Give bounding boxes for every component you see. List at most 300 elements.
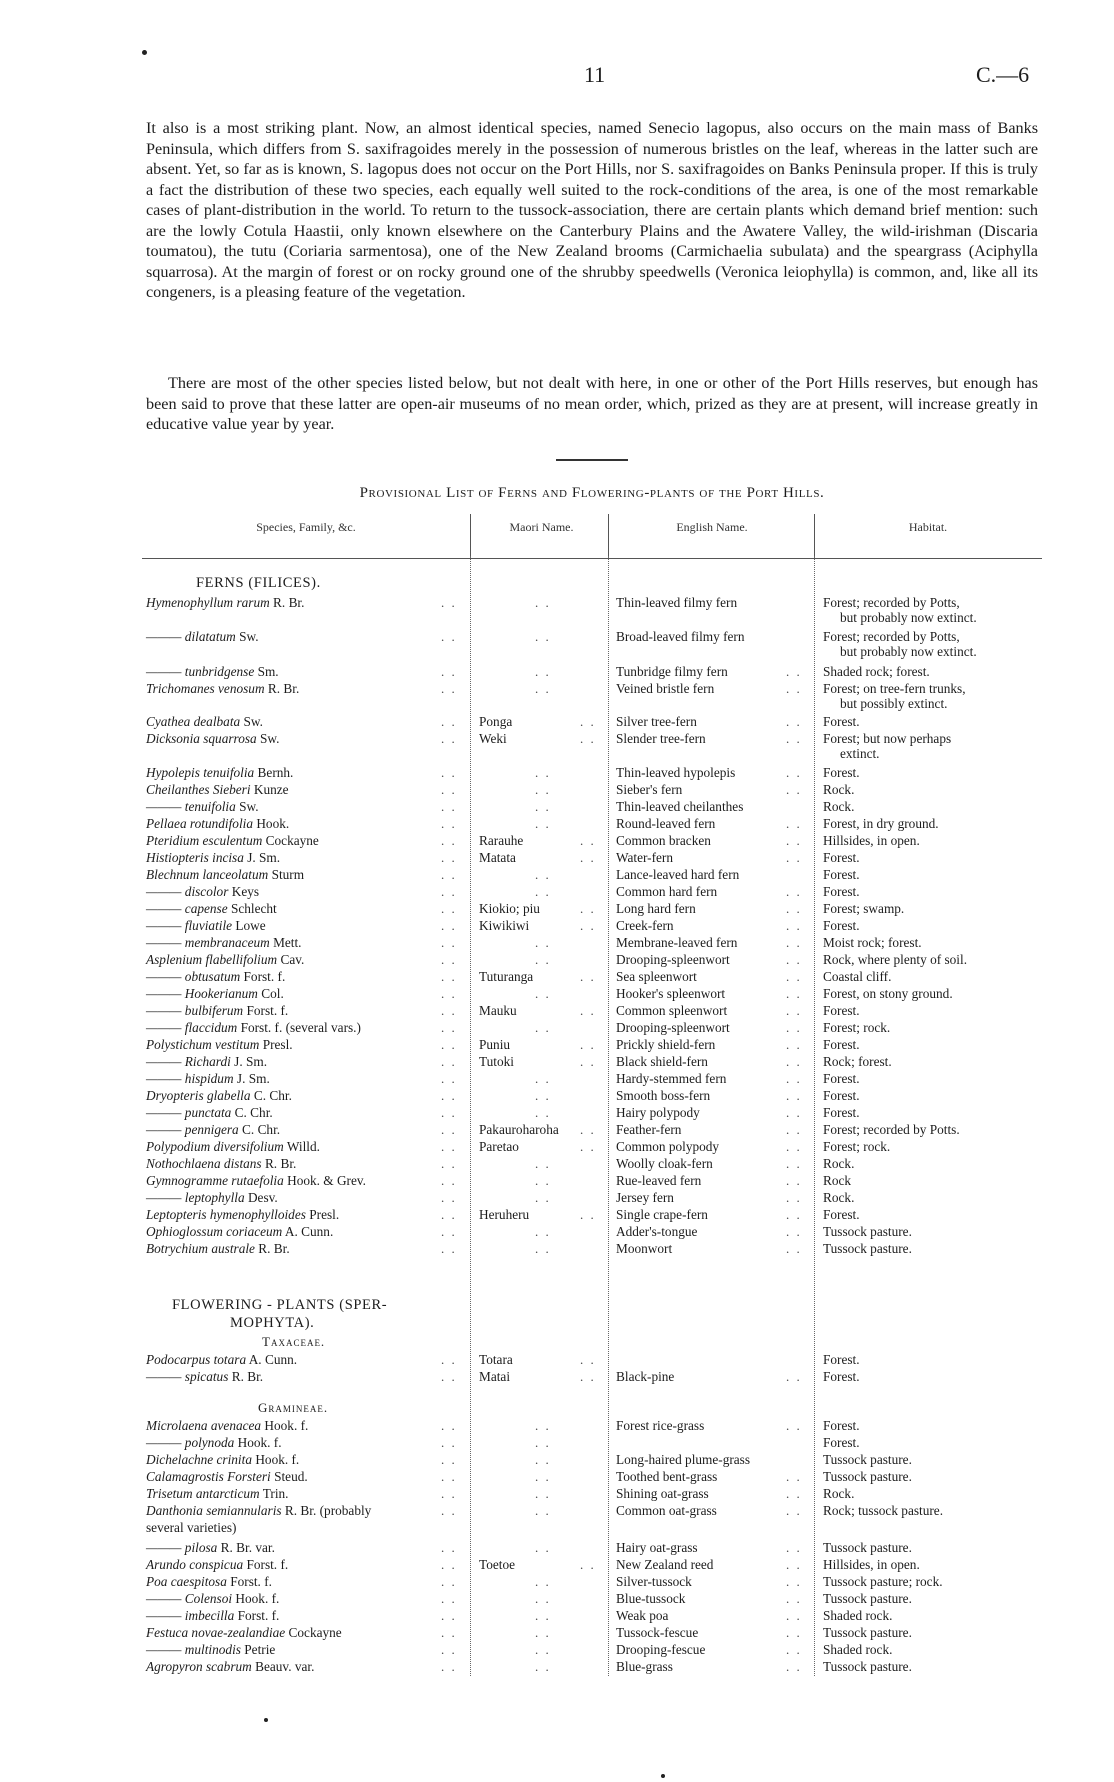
species-name: ——— tunbridgense — [146, 664, 255, 679]
english-name: Lance-leaved hard fern — [616, 867, 740, 882]
english-name: Shining oat-grass — [616, 1486, 709, 1501]
species-cell — [146, 833, 319, 849]
english-name: Woolly cloak-fern — [616, 1156, 713, 1171]
habitat: Forest. — [823, 918, 860, 933]
col-divider — [608, 514, 609, 556]
table-row — [0, 1574, 1114, 1591]
habitat: Rock; tussock pasture. — [823, 1503, 944, 1518]
english-name: Water-fern — [616, 850, 673, 865]
leader-dots: . . — [580, 1054, 596, 1069]
species-name: Histiopteris incisa — [146, 850, 244, 865]
species-name: ——— imbecilla — [146, 1608, 235, 1623]
english-name: Smooth boss-fern — [616, 1088, 711, 1103]
maori-name: Pakauroharoha — [479, 1122, 559, 1137]
species-authority: R. Br. (probably — [284, 1503, 372, 1518]
table-row — [0, 1207, 1114, 1224]
habitat: Forest. — [823, 1003, 860, 1018]
species-cell — [146, 765, 293, 781]
english-name: Hairy polypody — [616, 1105, 700, 1120]
col-header-maori: Maori Name. — [509, 520, 574, 534]
table-row — [0, 1520, 1114, 1537]
english-name: Common hard fern — [616, 884, 718, 899]
leader-dots: . . — [786, 935, 802, 950]
species-cell — [146, 1520, 236, 1536]
species-cell — [146, 1241, 290, 1257]
species-cell — [146, 1503, 371, 1519]
species-cell — [146, 1642, 275, 1658]
header-rule — [142, 558, 1042, 559]
leader-dots: . . — [441, 1224, 457, 1239]
leader-dots: . . — [535, 1503, 551, 1518]
species-authority: A. Cunn. — [248, 1352, 298, 1367]
leader-dots: . . — [786, 1642, 802, 1657]
species-cell — [146, 1659, 314, 1675]
species-name: Calamagrostis Forsteri — [146, 1469, 271, 1484]
table-title-text: Provisional List of Ferns and Flowering-plants of the Port Hills. — [359, 485, 825, 501]
species-authority: Hook. f. — [235, 1591, 280, 1606]
leader-dots: . . — [786, 918, 802, 933]
leader-dots: . . — [580, 1352, 596, 1367]
species-name: Microlaena avenacea — [146, 1418, 262, 1433]
table-row — [0, 1659, 1114, 1676]
english-name: Feather-fern — [616, 1122, 682, 1137]
species-cell — [146, 816, 289, 832]
leader-dots: . . — [535, 1173, 551, 1188]
species-cell — [146, 918, 266, 934]
print-speck — [142, 50, 147, 55]
leader-dots: . . — [535, 1071, 551, 1086]
species-cell — [146, 935, 302, 951]
species-authority: Schlecht — [230, 901, 277, 916]
leader-dots: . . — [441, 1659, 457, 1674]
col-divider — [814, 514, 815, 556]
habitat: Forest. — [823, 765, 860, 780]
col-header-species: Species, Family, &c. — [256, 520, 356, 534]
maori-name: Weki — [479, 731, 507, 746]
maori-name: Paretao — [479, 1139, 519, 1154]
species-name: Arundo conspicua — [146, 1557, 244, 1572]
habitat: Forest; recorded by Potts, — [823, 595, 960, 610]
species-name: Agropyron scabrum — [146, 1659, 252, 1674]
species-cell — [146, 1557, 288, 1573]
leader-dots: . . — [535, 1020, 551, 1035]
english-name: Hardy-stemmed fern — [616, 1071, 727, 1086]
species-name: Hymenophyllum rarum — [146, 595, 270, 610]
table-row — [0, 1190, 1114, 1207]
species-name: Dryopteris glabella — [146, 1088, 251, 1103]
maori-name: Rarauhe — [479, 833, 524, 848]
table-row — [0, 1557, 1114, 1574]
habitat: Tussock pasture. — [823, 1469, 912, 1484]
leader-dots: . . — [535, 1105, 551, 1120]
leader-dots: . . — [786, 1071, 802, 1086]
species-name: Ophioglossum coriaceum — [146, 1224, 283, 1239]
species-cell — [146, 1003, 288, 1019]
table-row — [0, 1452, 1114, 1469]
species-name: Danthonia semiannularis — [146, 1503, 282, 1518]
leader-dots: . . — [535, 1642, 551, 1657]
species-cell — [146, 1156, 296, 1172]
leader-dots: . . — [786, 1173, 802, 1188]
species-name: Trisetum antarcticum — [146, 1486, 260, 1501]
flowering-heading-line2: MOPHYTA). — [230, 1315, 315, 1331]
leader-dots: . . — [786, 1369, 802, 1384]
english-name: Thin-leaved cheilanthes — [616, 799, 744, 814]
english-name: Thin-leaved filmy fern — [616, 595, 738, 610]
maori-name: Totara — [479, 1352, 513, 1367]
species-authority: Cav. — [280, 952, 305, 967]
leader-dots: . . — [535, 1486, 551, 1501]
species-authority: Hook. & Grev. — [287, 1173, 366, 1188]
table-row — [0, 833, 1114, 850]
species-cell — [146, 986, 284, 1002]
leader-dots: . . — [441, 629, 457, 644]
species-cell — [146, 782, 289, 798]
leader-dots: . . — [786, 1122, 802, 1137]
habitat: Forest; swamp. — [823, 901, 905, 916]
leader-dots: . . — [441, 664, 457, 679]
species-name: Cheilanthes Sieberi — [146, 782, 251, 797]
species-authority: J. Sm. — [236, 1071, 270, 1086]
leader-dots: . . — [786, 1469, 802, 1484]
species-name: Gymnogramme rutaefolia — [146, 1173, 284, 1188]
leader-dots: . . — [441, 816, 457, 831]
habitat: Forest. — [823, 1435, 860, 1450]
table-row — [0, 884, 1114, 901]
leader-dots: . . — [786, 1591, 802, 1606]
table-row — [0, 1139, 1114, 1156]
leader-dots: . . — [441, 1037, 457, 1052]
leader-dots: . . — [535, 935, 551, 950]
species-cell — [146, 595, 304, 611]
habitat: Forest. — [823, 1369, 860, 1384]
species-authority: J. Sm. — [247, 850, 281, 865]
col-header-english: English Name. — [676, 520, 748, 534]
species-authority: Forst. f. — [246, 1003, 289, 1018]
maori-name: Toetoe — [479, 1557, 515, 1572]
english-name: Slender tree-fern — [616, 731, 706, 746]
leader-dots: . . — [535, 867, 551, 882]
species-authority: Hook. f. — [237, 1435, 282, 1450]
leader-dots: . . — [535, 1435, 551, 1450]
species-authority: Willd. — [286, 1139, 320, 1154]
leader-dots: . . — [441, 1591, 457, 1606]
species-cell — [146, 1486, 288, 1502]
species-name: ——— membranaceum — [146, 935, 270, 950]
species-authority: J. Sm. — [234, 1054, 268, 1069]
species-authority: Presl. — [262, 1037, 293, 1052]
english-name: Single crape-fern — [616, 1207, 708, 1222]
leader-dots: . . — [441, 1156, 457, 1171]
habitat: Forest; rock. — [823, 1020, 891, 1035]
habitat: Rock. — [823, 1486, 855, 1501]
habitat: Forest. — [823, 850, 860, 865]
habitat: Forest. — [823, 714, 860, 729]
leader-dots: . . — [786, 986, 802, 1001]
species-cell — [146, 1625, 342, 1641]
habitat: Tussock pasture. — [823, 1591, 912, 1606]
leader-dots: . . — [535, 681, 551, 696]
leader-dots: . . — [535, 1241, 551, 1256]
species-name: ——— dilatatum — [146, 629, 236, 644]
leader-dots: . . — [786, 1207, 802, 1222]
species-authority: Forst. f. — [237, 1608, 280, 1623]
habitat: Moist rock; forest. — [823, 935, 922, 950]
habitat-continued: but probably now extinct. — [840, 610, 977, 625]
leader-dots: . . — [441, 1190, 457, 1205]
species-name: Poa caespitosa — [146, 1574, 227, 1589]
species-name: Podocarpus totara — [146, 1352, 247, 1367]
species-authority: C. Chr. — [242, 1122, 281, 1137]
leader-dots: . . — [580, 1122, 596, 1137]
species-name: ——— Colensoi — [146, 1591, 233, 1606]
leader-dots: . . — [441, 681, 457, 696]
species-cell — [146, 1352, 297, 1368]
habitat: Rock. — [823, 799, 855, 814]
leader-dots: . . — [535, 986, 551, 1001]
leader-dots: . . — [786, 1574, 802, 1589]
table-row — [0, 1173, 1114, 1190]
leader-dots: . . — [441, 833, 457, 848]
habitat: Forest. — [823, 1352, 860, 1367]
leader-dots: . . — [441, 1503, 457, 1518]
species-name: ——— pilosa — [146, 1540, 218, 1555]
maori-name: Matai — [479, 1369, 511, 1384]
leader-dots: . . — [535, 1156, 551, 1171]
species-name: Cyathea dealbata — [146, 714, 241, 729]
habitat: Tussock pasture. — [823, 1625, 912, 1640]
leader-dots: . . — [580, 918, 596, 933]
english-name: Drooping-spleenwort — [616, 952, 730, 967]
species-name: ——— multinodis — [146, 1642, 241, 1657]
leader-dots: . . — [535, 1418, 551, 1433]
leader-dots: . . — [441, 1369, 457, 1384]
leader-dots: . . — [786, 1105, 802, 1120]
leader-dots: . . — [580, 1139, 596, 1154]
species-name: Botrychium australe — [146, 1241, 255, 1256]
species-authority: Forst. f. — [246, 1557, 289, 1572]
species-cell — [146, 1088, 292, 1104]
table-row-continued — [0, 610, 1114, 627]
species-authority: Sm. — [257, 664, 279, 679]
english-name: Weak poa — [616, 1608, 669, 1623]
leader-dots: . . — [786, 1540, 802, 1555]
species-authority: R. Br. var. — [220, 1540, 275, 1555]
leader-dots: . . — [441, 1608, 457, 1623]
leader-dots: . . — [580, 1557, 596, 1572]
maori-name: Tutoki — [479, 1054, 514, 1069]
species-cell — [146, 1139, 320, 1155]
habitat: Forest, on stony ground. — [823, 986, 953, 1001]
habitat-continued: but probably now extinct. — [840, 644, 977, 659]
species-authority: Kunze — [253, 782, 289, 797]
table-row — [0, 765, 1114, 782]
col-header-habitat: Habitat. — [908, 520, 948, 534]
leader-dots: . . — [535, 782, 551, 797]
species-name: ——— obtusatum — [146, 969, 241, 984]
leader-dots: . . — [441, 918, 457, 933]
leader-dots: . . — [535, 664, 551, 679]
species-authority: several varieties) — [146, 1520, 237, 1535]
leader-dots: . . — [441, 1122, 457, 1137]
habitat: Forest. — [823, 884, 860, 899]
species-authority: Hook. f. — [264, 1418, 309, 1433]
leader-dots: . . — [441, 1469, 457, 1484]
table-row — [0, 1469, 1114, 1486]
habitat: Forest. — [823, 867, 860, 882]
leader-dots: . . — [441, 884, 457, 899]
habitat: Forest. — [823, 1037, 860, 1052]
english-name: Rue-leaved fern — [616, 1173, 702, 1188]
leader-dots: . . — [786, 765, 802, 780]
leader-dots: . . — [535, 799, 551, 814]
species-name: Dichelachne crinita — [146, 1452, 252, 1467]
species-name: ——— Hookerianum — [146, 986, 258, 1001]
species-cell — [146, 901, 277, 917]
leader-dots: . . — [441, 1003, 457, 1018]
species-authority: Presl. — [309, 1207, 340, 1222]
species-name: ——— fluviatile — [146, 918, 233, 933]
maori-name: Puniu — [479, 1037, 511, 1052]
table-row — [0, 850, 1114, 867]
habitat: Tussock pasture. — [823, 1224, 912, 1239]
habitat: Forest. — [823, 1207, 860, 1222]
english-name: Round-leaved fern — [616, 816, 716, 831]
habitat: Coastal cliff. — [823, 969, 892, 984]
species-authority: R. Br. — [258, 1241, 290, 1256]
leader-dots: . . — [441, 765, 457, 780]
leader-dots: . . — [786, 664, 802, 679]
english-name: Blue-tussock — [616, 1591, 686, 1606]
table-row — [0, 1088, 1114, 1105]
leader-dots: . . — [580, 1207, 596, 1222]
english-name: Sea spleenwort — [616, 969, 697, 984]
table-row — [0, 1003, 1114, 1020]
english-name: Common bracken — [616, 833, 711, 848]
species-name: ——— hispidum — [146, 1071, 234, 1086]
leader-dots: . . — [580, 1003, 596, 1018]
leader-dots: . . — [786, 681, 802, 696]
species-name: Pellaea rotundifolia — [146, 816, 253, 831]
habitat-continued: but possibly extinct. — [840, 696, 948, 711]
habitat: Forest, in dry ground. — [823, 816, 939, 831]
species-authority: Hook. f. — [255, 1452, 300, 1467]
species-cell — [146, 969, 285, 985]
leader-dots: . . — [535, 1591, 551, 1606]
paragraph-1: It also is a most striking plant. Now, an almost identical species, named Senecio lagopus, also occurs on the main mass of Banks Peninsula, which differs from S. saxifragoides merely in the possession of numerous bristles on the leaf, whereas in the latter such are absent. Yet, so far as is known, S. lagopus does not occur on the Port Hills, nor S. saxifragoides on Banks Peninsula proper. If this is truly a fact the distribution of these two species, each equally well suited to the rock-conditions of the area, is one of the most remarkable cases of plant-distribution in the world. To return to the tussock-association, there are certain plants which demand brief mention: such are the lowly Cotula Haastii, only known elsewhere on the Canterbury Plains and the Awatere Valley, the wild-irishman (Discaria toumatou), the tutu (Coriaria sarmentosa), one of the New Zealand brooms (Carmichaelia subulata) and the speargrass (Aciphylla squarrosa). At the margin of forest or on rocky ground one of the shrubby speedwells (Veronica leiophylla) is common, and, like all its congeners, is a pleasing feature of the vegetation. — [146, 119, 1038, 301]
leader-dots: . . — [786, 1241, 802, 1256]
english-name: Thin-leaved hypolepis — [616, 765, 736, 780]
species-name: ——— tenuifolia — [146, 799, 236, 814]
habitat: Tussock pasture. — [823, 1540, 912, 1555]
table-row — [0, 1122, 1114, 1139]
species-cell — [146, 1540, 275, 1556]
habitat: Hillsides, in open. — [823, 1557, 920, 1572]
table-row — [0, 918, 1114, 935]
english-name: New Zealand reed — [616, 1557, 714, 1572]
english-name: Common oat-grass — [616, 1503, 717, 1518]
leader-dots: . . — [535, 1452, 551, 1467]
species-cell — [146, 1591, 279, 1607]
leader-dots: . . — [786, 850, 802, 865]
species-authority: Sturm — [271, 867, 305, 882]
taxaceae-heading: Taxaceae. — [262, 1334, 326, 1349]
leader-dots: . . — [441, 901, 457, 916]
species-name: ——— leptophylla — [146, 1190, 245, 1205]
english-name: Hooker's spleenwort — [616, 986, 726, 1001]
leader-dots: . . — [441, 1625, 457, 1640]
leader-dots: . . — [580, 901, 596, 916]
habitat: Forest; recorded by Potts. — [823, 1122, 960, 1137]
leader-dots: . . — [786, 1190, 802, 1205]
habitat: Hillsides, in open. — [823, 833, 920, 848]
leader-dots: . . — [786, 1156, 802, 1171]
species-name: Dicksonia squarrosa — [146, 731, 257, 746]
table-row — [0, 1435, 1114, 1452]
table-row — [0, 1224, 1114, 1241]
species-name: Leptopteris hymenophylloides — [146, 1207, 306, 1222]
table-row — [0, 1540, 1114, 1557]
leader-dots: . . — [786, 1557, 802, 1572]
species-cell — [146, 1173, 366, 1189]
habitat: Tussock pasture. — [823, 1452, 912, 1467]
leader-dots: . . — [535, 884, 551, 899]
leader-dots: . . — [441, 1352, 457, 1367]
leader-dots: . . — [535, 816, 551, 831]
leader-dots: . . — [535, 1540, 551, 1555]
species-name: Blechnum lanceolatum — [146, 867, 269, 882]
habitat: Forest; but now perhaps — [823, 731, 952, 746]
leader-dots: . . — [441, 1071, 457, 1086]
species-cell — [146, 1207, 339, 1223]
species-cell — [146, 714, 263, 730]
species-authority: Sw. — [239, 629, 259, 644]
leader-dots: . . — [441, 850, 457, 865]
leader-dots: . . — [441, 1452, 457, 1467]
leader-dots: . . — [535, 1469, 551, 1484]
species-cell — [146, 1054, 267, 1070]
english-name: Jersey fern — [616, 1190, 674, 1205]
species-name: Pteridium esculentum — [146, 833, 263, 848]
leader-dots: . . — [786, 1608, 802, 1623]
species-authority: Forst. f. — [243, 969, 286, 984]
gramineae-heading: Gramineae. — [258, 1400, 329, 1415]
habitat: Forest. — [823, 1088, 860, 1103]
maori-name: Ponga — [479, 714, 513, 729]
species-cell — [146, 1452, 299, 1468]
table-row — [0, 986, 1114, 1003]
habitat: Shaded rock. — [823, 1608, 893, 1623]
leader-dots: . . — [580, 850, 596, 865]
table-row — [0, 1020, 1114, 1037]
leader-dots: . . — [441, 986, 457, 1001]
table-row — [0, 952, 1114, 969]
leader-dots: . . — [786, 731, 802, 746]
species-name: Polypodium diversifolium — [146, 1139, 284, 1154]
species-cell — [146, 1037, 293, 1053]
species-cell — [146, 1608, 279, 1624]
english-name: Toothed bent-grass — [616, 1469, 718, 1484]
english-name: Membrane-leaved fern — [616, 935, 738, 950]
species-cell — [146, 1071, 270, 1087]
leader-dots: . . — [441, 1486, 457, 1501]
leader-dots: . . — [786, 1088, 802, 1103]
species-authority: Keys — [231, 884, 260, 899]
species-authority: R. Br. — [264, 1156, 297, 1171]
english-name: Drooping-spleenwort — [616, 1020, 730, 1035]
flowering-heading-line1: FLOWERING - PLANTS (SPER- — [172, 1297, 388, 1313]
table-row — [0, 1071, 1114, 1088]
